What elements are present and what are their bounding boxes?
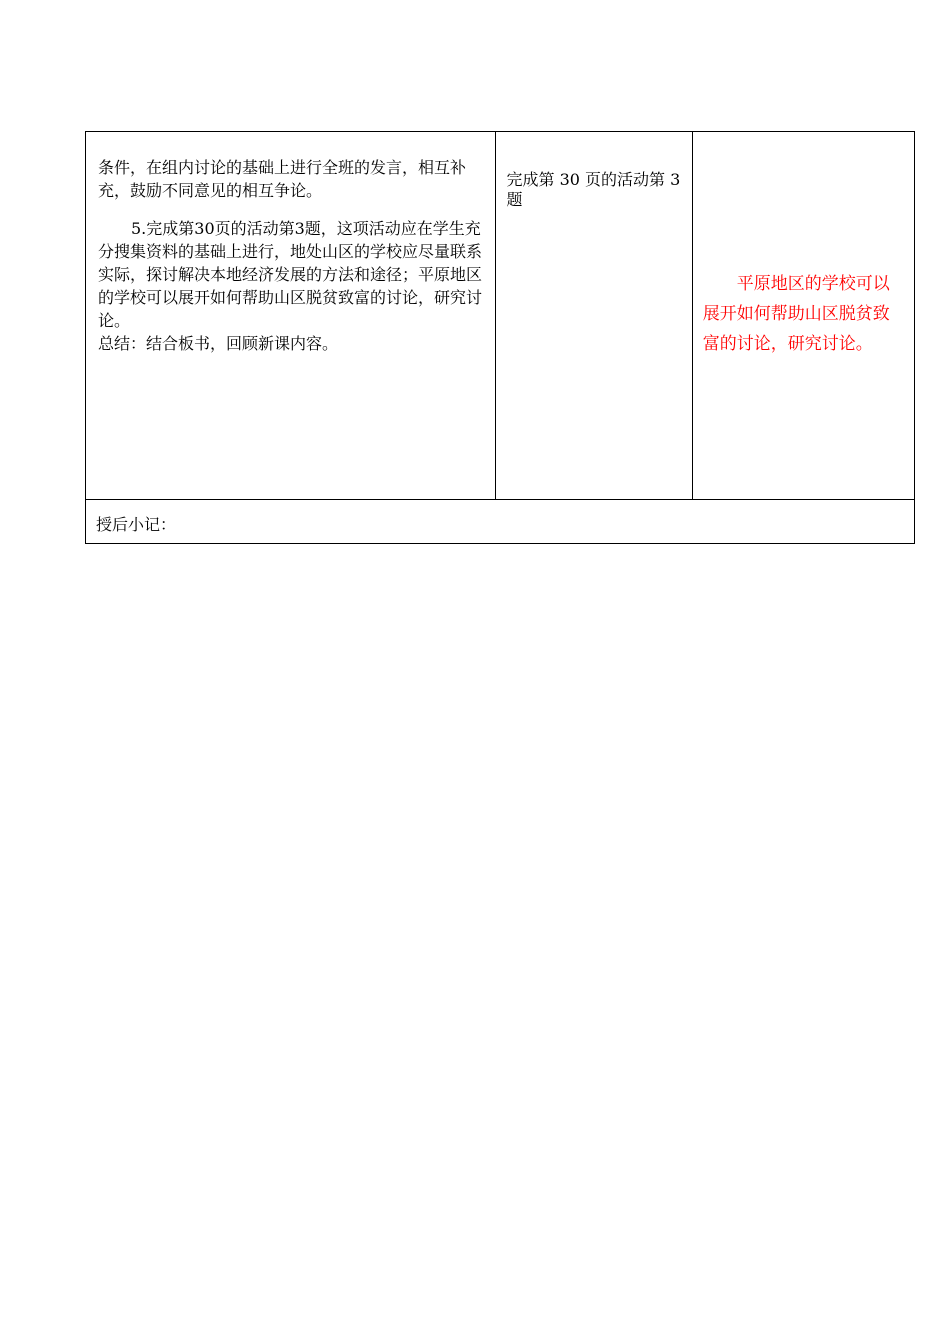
annotation-cell [692,132,914,500]
summary-paragraph: 总结：结合板书，回顾新课内容。 [98,334,339,353]
table-row [86,500,915,544]
post-lesson-notes-cell [86,500,915,544]
activity-paragraph: 5.完成第30页的活动第3题，这项活动应在学生充分搜集资料的基础上进行，地处山区的学校应尽量联系实际，探讨解决本地经济发展的方法和途径；平原地区的学校可以展开如何帮助山区脱贫致富的讨论，研究讨论。 [98,219,483,330]
student-activity-cell [496,132,692,500]
post-lesson-notes-label: 授后小记： [96,515,177,534]
lesson-plan-table [85,131,915,544]
table-row [86,132,915,500]
student-activity-text: 完成第 30 页的活动第 3 题 [506,170,681,209]
discussion-paragraph: 条件，在组内讨论的基础上进行全班的发言，相互补充，鼓励不同意见的相互争论。 [98,158,467,200]
teaching-process-cell [86,132,496,500]
red-annotation-text: 平原地区的学校可以展开如何帮助山区脱贫致富的讨论，研究讨论。 [702,274,890,354]
